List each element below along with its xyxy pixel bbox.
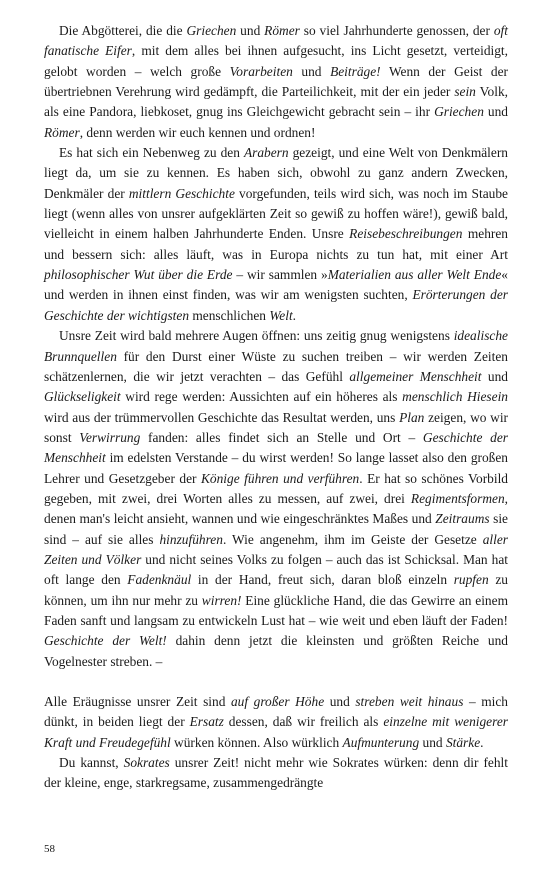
text-run: « und werden in ihnen einst finden, was wir am wenigsten suchten, [44, 267, 508, 303]
text-run: Du kannst, [59, 755, 124, 771]
text-run: und [236, 23, 265, 38]
emphasis-text: oft fanatische Eifer [44, 23, 508, 59]
text-run: , denn werden wir euch kennen und ordnen! [79, 124, 316, 140]
emphasis-text: mittlern Geschichte [128, 185, 235, 201]
text-run: wird aus der trümmervollen Geschichte das Resultat werden, uns [44, 409, 400, 425]
text-run: zu können, um ihn nur mehr zu [44, 572, 508, 608]
emphasis-text: sein [454, 84, 476, 100]
text-run: Eine glückliche Hand, die das Gewirre an einem Faden sanft und langsam zu entwickeln Lust hat – wie weit und eben läuft der Faden! [44, 592, 508, 628]
emphasis-text: Zeitraums [435, 511, 490, 527]
body-text [44, 21, 508, 794]
text-run: , mit dem alles bei ihnen aufgesucht, ins Licht gesetzt, verteidigt, gelobt worden – welch große [44, 43, 508, 79]
text-run: sie sind – auf sie alles [44, 511, 508, 547]
text-run: menschlichen [189, 307, 270, 323]
text-run: dahin denn jetzt die kleinsten und größten Reiche und Vogelnester streben. – [44, 633, 508, 669]
emphasis-text: menschlich Hiesein [402, 389, 508, 405]
text-run: dessen, daß wir freilich als [223, 714, 384, 730]
emphasis-text: wirren! [201, 592, 242, 608]
text-run: vorgefunden, teils wird sich, was noch im Staube liegt (wenn alles von unsrer aufgeklärten Zeit so gewiß zu hoffen wäre!), gewiß bald, vielleicht in einem halben Jahrhunderte Enden. Unsre [44, 185, 508, 242]
paragraph [44, 143, 508, 326]
page-number: 58 [44, 843, 55, 855]
emphasis-text: Reisebeschreibungen [349, 226, 463, 242]
text-run: so viel Jahrhunderte genossen, der [299, 23, 494, 38]
emphasis-text: Beiträge! [330, 63, 381, 79]
emphasis-text: philosophischer Wut über die Erde [44, 267, 233, 283]
text-run: . Wie angenehm, ihm im Geiste der Gesetze [222, 531, 483, 547]
emphasis-text: idealische Brunnquellen [44, 328, 508, 364]
text-run: . [480, 734, 484, 750]
text-run: Volk, als eine Pandora, liebkoset, gnug ins Gleichgewicht gebracht sein – ihr [44, 84, 508, 120]
emphasis-text: Arabern [243, 145, 289, 161]
emphasis-text: Ersatz [189, 714, 224, 730]
emphasis-text: Geschichte der Menschheit [44, 429, 508, 466]
emphasis-text: Sokrates [123, 755, 170, 771]
text-run: Unsre Zeit wird bald mehrere Augen öffnen: uns zeitig gnug wenigstens [59, 328, 454, 344]
emphasis-text: Griechen [186, 23, 237, 38]
emphasis-text: Griechen [434, 104, 484, 120]
text-run: . [292, 307, 297, 323]
emphasis-text: Könige führen und verführen [200, 470, 360, 486]
text-run: für den Durst einer Wüste zu suchen treiben – wir werden Zeiten schätzenlernen, die wir jetzt verachten – das Gefühl [44, 348, 508, 384]
paragraph [44, 326, 508, 672]
text-run: Wenn der Geist der übertriebnen Verehrung wird gedämpft, die Parteilichkeit, mit der ein jeder [44, 63, 509, 100]
text-run: . Er hat so schönes Vorbild gegeben, mit zwei, drei Worten alles zu messen, auf zwei, drei [44, 470, 508, 506]
paragraph [44, 21, 508, 143]
text-run: – wir sammlen » [232, 267, 328, 283]
emphasis-text: Römer [44, 124, 80, 140]
text-run: zeigen, wo wir sonst [44, 409, 508, 445]
emphasis-text: Glückseligkeit [44, 389, 121, 405]
emphasis-text: Regimentsformen [410, 490, 505, 506]
emphasis-text: streben weit hinaus [355, 694, 464, 709]
text-run: mehren und bessern sich: alles läuft, was in Europa nichts zu tun hat, mit einer Art [44, 226, 509, 262]
emphasis-text: Plan [399, 409, 425, 425]
text-run: würken können. Also würklich [170, 734, 343, 750]
text-run: , denen man's leicht ansieht, wannen und wie eingeschränktes Maßes und [44, 490, 508, 527]
emphasis-text: Aufmunterung [342, 734, 420, 750]
text-run: in der Hand, freut sich, daran bloß einzeln [191, 572, 454, 588]
text-run: und [483, 104, 508, 120]
text-run: – mich dünkt, in beiden liegt der [44, 694, 509, 730]
emphasis-text: Materialien aus aller Welt Ende [327, 267, 502, 283]
text-run: gezeigt, und eine Welt von Denkmälern liegt da, um sie zu kennen. Es haben sich, obwohl zu ganz andern Zwecken, Denkmäler der [44, 145, 508, 201]
emphasis-text: Fadenknäul [127, 572, 192, 588]
text-run: Es hat sich ein Nebenweg zu den [59, 145, 244, 161]
text-run: Die Abgötterei, die die [59, 23, 187, 38]
emphasis-text: auf großer Höhe [230, 694, 325, 709]
text-run: und [419, 734, 446, 750]
text-run: im edelsten Verstande – du wirst werden! So lange lasset also den großen Lehrer und Gesetzgeber der [44, 450, 508, 486]
emphasis-text: Römer [264, 23, 300, 38]
text-run: wird rege werden: Aussichten auf ein höheres als [120, 389, 403, 405]
emphasis-text: aller Zeiten und Völker [44, 531, 508, 567]
emphasis-text: hinzuführen [159, 531, 223, 547]
emphasis-text: Welt [269, 307, 293, 323]
text-run: und [324, 694, 356, 709]
text-run: und [292, 63, 331, 79]
emphasis-text: Stärke [445, 734, 481, 750]
emphasis-text: Vorarbeiten [229, 63, 293, 79]
emphasis-text: Geschichte der Welt! [44, 633, 167, 649]
text-run: und nicht seines Volks zu folgen – auch das ist Schicksal. Man hat oft lange den [44, 551, 508, 588]
emphasis-text: rupfen [453, 572, 489, 588]
text-run: und [481, 368, 508, 384]
paragraph [44, 692, 508, 753]
text-run: fanden: alles findet sich an Stelle und Ort – [140, 429, 423, 445]
emphasis-text: einzelne mit wenigerer Kraft und Freudegefühl [44, 714, 508, 750]
emphasis-text: Verwirrung [79, 429, 141, 445]
emphasis-text: Erörterungen der Geschichte der wichtigsten [44, 287, 508, 323]
emphasis-text: allgemeiner Menschheit [349, 368, 482, 384]
paragraph [44, 753, 508, 794]
text-run: unsrer Zeit! nicht mehr wie Sokrates würken: denn dir fehlt der kleine, enge, starkregsame, zusammengedrängte [44, 755, 508, 791]
text-run: Alle Eräugnisse unsrer Zeit sind [44, 694, 231, 709]
